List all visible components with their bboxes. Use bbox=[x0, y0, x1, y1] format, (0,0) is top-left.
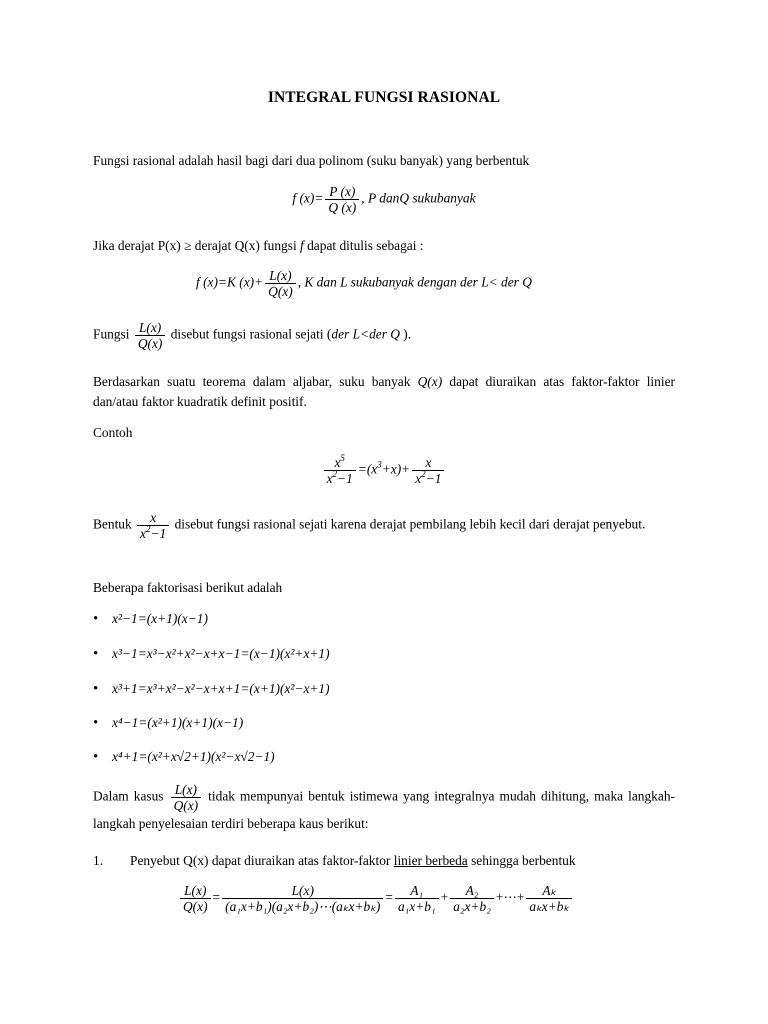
p7-fraction bbox=[171, 782, 202, 813]
factorization-2: x³−1=x³−x²+x²−x+x−1=(x−1)(x²+x+1) bbox=[112, 646, 330, 661]
eq3-left-num-exp: 5 bbox=[340, 453, 345, 463]
paragraph-general-case bbox=[93, 782, 675, 835]
item1-number: 1. bbox=[93, 853, 104, 868]
eq4-equals-2: = bbox=[385, 889, 393, 905]
eq3-fraction-right bbox=[412, 455, 444, 486]
item1-underlined: linier berbeda bbox=[393, 853, 468, 868]
eq4-termk-denominator: aₖx+bₖ bbox=[526, 898, 572, 914]
p7-denominator: Q(x) bbox=[171, 797, 202, 813]
eq4-termk-numerator: Aₖ bbox=[542, 883, 557, 898]
p5-denominator bbox=[137, 525, 169, 541]
item1-text-after: sehingga berbentuk bbox=[467, 853, 576, 868]
equation-partial-fractions bbox=[178, 883, 574, 914]
eq3-left-num-base: x bbox=[334, 455, 341, 470]
p2-f-symbol: f bbox=[300, 238, 304, 253]
p2-text-before: Jika derajat P(x) ≥ derajat Q(x) fungsi bbox=[93, 238, 301, 253]
eq4-lhs-denominator: Q(x) bbox=[180, 898, 211, 914]
equation-decomposition bbox=[196, 268, 532, 299]
p4-text-before: Berdasarkan suatu teorema dalam aljabar, suku banyak bbox=[93, 374, 418, 389]
list-item bbox=[93, 611, 208, 628]
eq4-equals-1: = bbox=[212, 889, 221, 905]
eq3-mid: =(x bbox=[357, 461, 378, 477]
eq2-lhs: f (x)=K (x)+ bbox=[196, 274, 264, 290]
bullet-icon: • bbox=[93, 749, 99, 765]
page-title: INTEGRAL FUNGSI RASIONAL bbox=[267, 89, 501, 106]
p2-text-after: dapat ditulis sebagai : bbox=[303, 238, 424, 253]
p5-den-exp: 2 bbox=[146, 524, 151, 534]
bullet-icon: • bbox=[93, 715, 99, 731]
eq2-numerator: L(x) bbox=[269, 268, 292, 283]
eq1-denominator: Q (x) bbox=[325, 199, 359, 215]
eq3-left-denominator bbox=[324, 470, 356, 486]
eq3-right-den-rest: −1 bbox=[425, 471, 442, 486]
p3-numerator: L(x) bbox=[138, 320, 162, 335]
bullet-icon: • bbox=[93, 611, 99, 627]
numbered-item-1 bbox=[93, 853, 576, 869]
eq4-term1 bbox=[395, 883, 439, 914]
eq3-left-den-rest: −1 bbox=[337, 471, 353, 486]
eq2-denominator: Q(x) bbox=[265, 283, 296, 299]
p7-text-before: Dalam kasus bbox=[93, 788, 164, 804]
eq2-rhs: , K dan L sukubanyak dengan der L< der Q bbox=[297, 274, 532, 290]
eq1-lhs: f (x)= bbox=[292, 190, 324, 206]
equation-example bbox=[0, 455, 768, 486]
eq4-lhs-numerator: L(x) bbox=[184, 883, 207, 898]
paragraph-factorizations-intro: Beberapa faktorisasi berikut adalah bbox=[93, 580, 283, 595]
p3-fraction bbox=[135, 320, 166, 351]
eq3-fraction-left bbox=[324, 455, 356, 486]
eq4-dots: +⋯+ bbox=[495, 889, 525, 905]
paragraph-example-explanation bbox=[93, 510, 675, 541]
eq4-term2-denominator: a₂x+b₂ bbox=[450, 898, 494, 914]
p3-text-before: Fungsi bbox=[93, 326, 130, 342]
factorization-4: x⁴−1=(x²+1)(x+1)(x−1) bbox=[112, 715, 244, 730]
p7-text-after: tidak mempunyai bentuk istimewa yang integralnya mudah dihitung, maka langkah-langkah penyelesaian terdiri beberapa kaus berikut: bbox=[93, 788, 675, 831]
eq3-left-den-base: x bbox=[326, 471, 333, 486]
list-item bbox=[93, 646, 330, 663]
eq3-left-den-exp: 2 bbox=[332, 469, 338, 479]
eq4-term-k bbox=[526, 883, 572, 914]
p5-fraction bbox=[137, 510, 169, 541]
paragraph-theorem bbox=[93, 372, 675, 412]
factorization-1: x²−1=(x+1)(x−1) bbox=[112, 611, 208, 626]
eq4-term2-numerator: A₂ bbox=[465, 883, 479, 898]
p4-text-after: dapat diuraikan atas faktor-faktor linier dan/atau faktor kuadratik definit positif. bbox=[93, 374, 675, 409]
item1-text-before: Penyebut Q(x) dapat diuraikan atas faktor-faktor bbox=[130, 853, 394, 868]
p5-numerator: x bbox=[150, 510, 157, 525]
equation-rational-function bbox=[0, 184, 768, 215]
eq4-term1-numerator: A₁ bbox=[410, 883, 424, 898]
eq4-mid-numerator: L(x) bbox=[291, 883, 314, 898]
eq4-lhs-fraction bbox=[180, 883, 211, 914]
eq3-right-den-exp: 2 bbox=[421, 469, 426, 479]
list-item bbox=[93, 681, 330, 698]
paragraph-intro: Fungsi rasional adalah hasil bagi dari dua polinom (suku banyak) yang berbentuk bbox=[93, 153, 530, 168]
p3-text-after: ). bbox=[399, 326, 412, 342]
p7-numerator: L(x) bbox=[174, 782, 197, 797]
eq4-term2 bbox=[450, 883, 494, 914]
eq4-mid-denominator: (a₁x+b₁)(a₂x+b₂)⋯(aₖx+bₖ) bbox=[222, 898, 383, 914]
factorization-3: x³+1=x³+x²−x²−x+x+1=(x+1)(x²−x+1) bbox=[112, 681, 330, 696]
bullet-icon: • bbox=[93, 646, 99, 662]
paragraph-degree-condition bbox=[93, 238, 675, 254]
p3-math: der L<der Q bbox=[331, 326, 400, 342]
p5-den-base: x bbox=[140, 526, 146, 541]
eq1-fraction bbox=[325, 184, 359, 215]
eq3-mid-rest: +x)+ bbox=[381, 461, 411, 477]
eq3-mid-exp: 3 bbox=[377, 459, 382, 470]
eq1-rhs: , P danQ sukubanyak bbox=[361, 190, 476, 206]
list-item bbox=[93, 749, 275, 766]
p3-denominator: Q(x) bbox=[135, 335, 166, 351]
eq3-right-denominator bbox=[412, 470, 444, 486]
p4-math: Q(x) bbox=[417, 374, 443, 389]
p5-text-before: Bentuk bbox=[93, 516, 132, 532]
example-heading: Contoh bbox=[93, 425, 133, 440]
eq4-term1-denominator: a₁x+b₁ bbox=[395, 898, 439, 914]
eq4-mid-fraction bbox=[222, 883, 383, 914]
p5-den-rest: −1 bbox=[150, 526, 167, 541]
eq4-plus: + bbox=[440, 889, 449, 905]
eq3-right-numerator: x bbox=[425, 455, 432, 470]
eq3-left-numerator bbox=[331, 455, 347, 470]
eq3-right-den-base: x bbox=[415, 471, 422, 486]
eq1-numerator: P (x) bbox=[329, 184, 356, 199]
p5-text-after: disebut fungsi rasional sejati karena derajat pembilang lebih kecil dari derajat penyebut. bbox=[171, 516, 646, 532]
bullet-icon: • bbox=[93, 681, 99, 697]
eq2-fraction bbox=[265, 268, 296, 299]
paragraph-proper-rational bbox=[93, 320, 675, 351]
list-item bbox=[93, 715, 243, 732]
factorization-5: x⁴+1=(x²+x√2+1)(x²−x√2−1) bbox=[112, 749, 275, 764]
p3-text-mid: disebut fungsi rasional sejati ( bbox=[167, 326, 332, 342]
